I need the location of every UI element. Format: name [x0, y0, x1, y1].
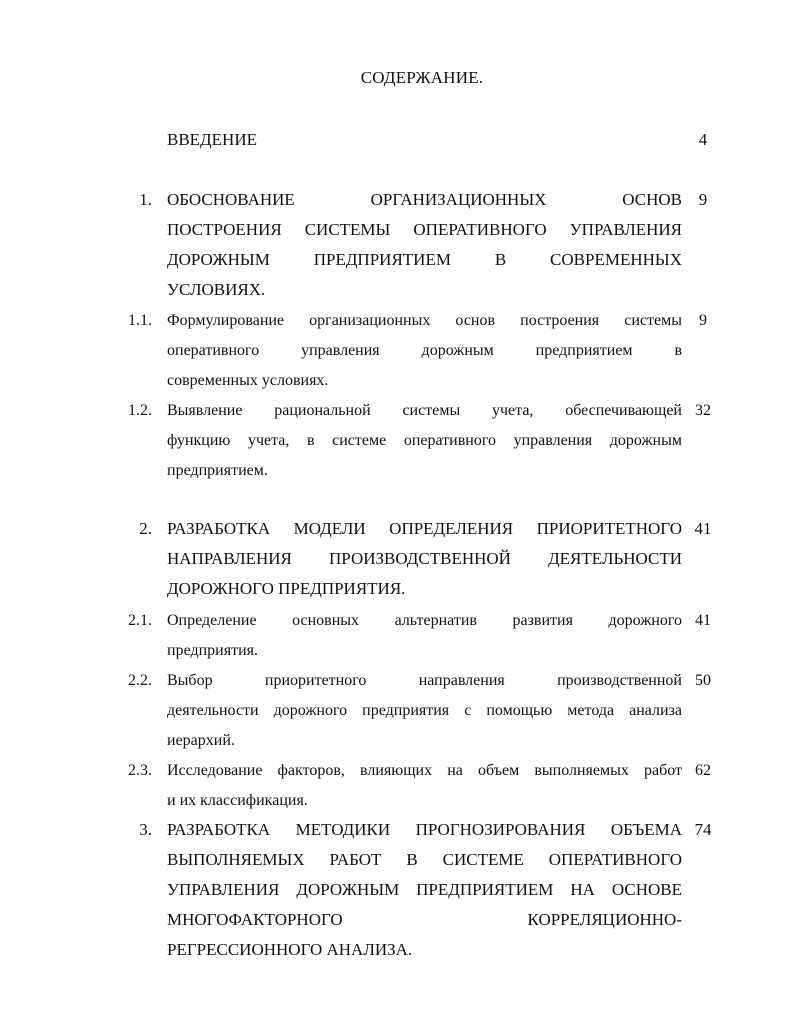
- toc-line: РАЗРАБОТКА МОДЕЛИ ОПРЕДЕЛЕНИЯ ПРИОРИТЕТНОГО: [167, 519, 682, 538]
- toc-page-number: 32: [695, 402, 711, 419]
- toc-line: предприятием.: [167, 462, 268, 479]
- toc-line: РАЗРАБОТКА МЕТОДИКИ ПРОГНОЗИРОВАНИЯ ОБЪЕМА: [167, 820, 682, 839]
- toc-page-number: 41: [695, 612, 711, 629]
- toc-line: Выбор приоритетного направления производственной: [167, 672, 682, 689]
- toc-page-number: 4: [698, 130, 708, 149]
- toc-entry-text: [167, 606, 682, 666]
- toc-line: Формулирование организационных основ построения системы: [167, 312, 682, 329]
- toc-number: 2.1.: [128, 612, 152, 629]
- toc-line: иерархий.: [167, 732, 235, 749]
- toc-line: функцию учета, в системе оперативного управления дорожным: [167, 432, 682, 449]
- toc-line: Выявление рациональной системы учета, обеспечивающей: [167, 402, 682, 419]
- toc-entry-text: [167, 756, 682, 816]
- toc-number: 2.2.: [128, 672, 152, 689]
- toc-page-number: 41: [694, 519, 712, 538]
- toc-line: УСЛОВИЯХ.: [167, 280, 266, 299]
- toc-number: 1.2.: [128, 402, 152, 419]
- toc-line: деятельности дорожного предприятия с помощью метода анализа: [167, 702, 682, 719]
- toc-number: 1.: [139, 190, 152, 209]
- toc-page-number: 74: [694, 820, 712, 839]
- toc-line: современных условиях.: [167, 372, 329, 389]
- toc-page-number: 9: [698, 190, 708, 209]
- toc-line: МНОГОФАКТОРНОГО КОРРЕЛЯЦИОННО-: [167, 910, 682, 929]
- toc-page-number: 50: [695, 672, 711, 689]
- toc-line: предприятия.: [167, 642, 258, 659]
- toc-page-number: 62: [695, 762, 711, 779]
- toc-line: и их классификация.: [167, 792, 308, 809]
- toc-entry-text: [167, 666, 682, 756]
- toc-entry-text: [167, 306, 682, 396]
- toc-line: оперативного управления дорожным предприятием в: [167, 342, 682, 359]
- toc-line: ВВЕДЕНИЕ: [167, 130, 257, 149]
- toc-line: РЕГРЕССИОННОГО АНАЛИЗА.: [167, 940, 413, 959]
- toc-number: 2.: [139, 519, 152, 538]
- toc-line: ОБОСНОВАНИЕ ОРГАНИЗАЦИОННЫХ ОСНОВ: [167, 190, 682, 209]
- toc-number: 2.3.: [128, 762, 152, 779]
- toc-line: ДОРОЖНЫМ ПРЕДПРИЯТИЕМ В СОВРЕМЕННЫХ: [167, 250, 682, 269]
- toc-line: ДОРОЖНОГО ПРЕДПРИЯТИЯ.: [167, 579, 406, 598]
- toc-line: Определение основных альтернатив развития дорожного: [167, 612, 682, 629]
- toc-entry-text: [167, 514, 682, 604]
- toc-entry-text: [167, 815, 682, 965]
- page-title: СОДЕРЖАНИЕ.: [360, 68, 484, 87]
- toc-line: УПРАВЛЕНИЯ ДОРОЖНЫМ ПРЕДПРИЯТИЕМ НА ОСНОВЕ: [167, 880, 682, 899]
- toc-number: 1.1.: [128, 312, 152, 329]
- toc-number: 3.: [139, 820, 152, 839]
- toc-page-number: 9: [699, 312, 707, 329]
- toc-entry-text: [167, 125, 682, 155]
- toc-line: НАПРАВЛЕНИЯ ПРОИЗВОДСТВЕННОЙ ДЕЯТЕЛЬНОСТИ: [167, 549, 682, 568]
- toc-line: ПОСТРОЕНИЯ СИСТЕМЫ ОПЕРАТИВНОГО УПРАВЛЕНИЯ: [167, 220, 682, 239]
- toc-entry-text: [167, 396, 682, 486]
- toc-entry-text: [167, 185, 682, 305]
- toc-line: Исследование факторов, влияющих на объем выполняемых работ: [167, 762, 682, 779]
- toc-line: ВЫПОЛНЯЕМЫХ РАБОТ В СИСТЕМЕ ОПЕРАТИВНОГО: [167, 850, 682, 869]
